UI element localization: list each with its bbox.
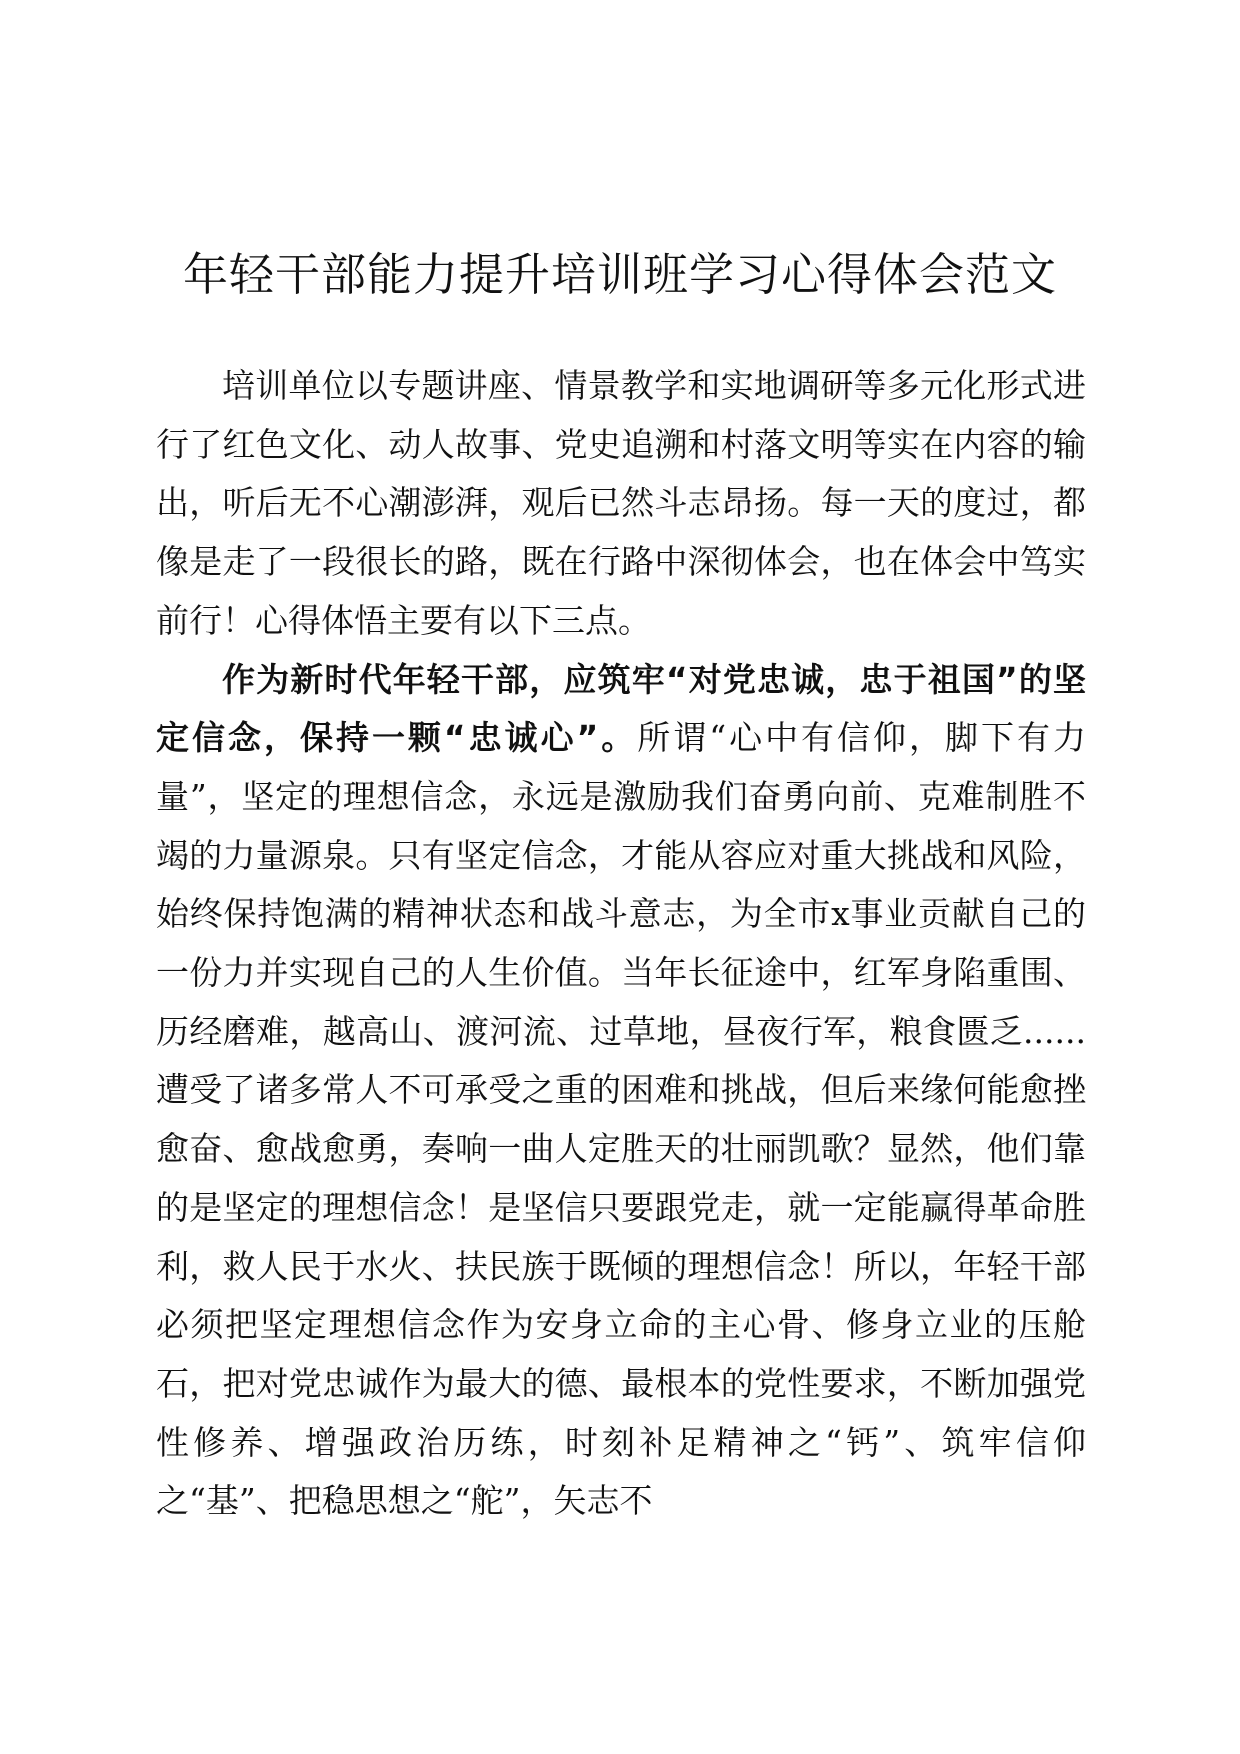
paragraph-loyalty-text: 所谓“心中有信仰，脚下有力量”，坚定的理想信念，永远是激励我们奋勇向前、克难制胜不竭的力量源泉。只有坚定信念，才能从容应对重大挑战和风险，始终保持饱满的精神状态和战斗意志，为全市x事业贡献自己的一份力并实现自己的人生价值。当年长征途中，红军身陷重围、历经磨难，越高山、渡河流、过草地，昼夜行军，粮食匮乏......遭受了诸多常人不可承受之重的困难和挑战，但后来缘何能愈挫愈奋、愈战愈勇，奏响一曲人定胜天的壮丽凯歌？显然，他们靠的是坚定的理想信念！是坚信只要跟党走，就一定能赢得革命胜利，救人民于水火、扶民族于既倾的理想信念！所以，年轻干部必须把坚定理想信念作为安身立命的主心骨、修身立业的压舱石，把对党忠诚作为最大的德、最根本的党性要求，不断加强党性修养、增强政治历练，时刻补足精神之“钙”、筑牢信仰之“基”、把稳思想之“舵”，矢志不 [156,718,1086,1521]
paragraph-loyalty-lead: 作为新时代年轻干部，应筑牢“对党忠诚，忠于祖国”的坚定信念，保持一颗“忠诚心”。 [156,659,1086,758]
document-title: 年轻干部能力提升培训班学习心得体会范文 [182,248,1057,301]
paragraph-intro-text: 培训单位以专题讲座、情景教学和实地调研等多元化形式进行了红色文化、动人故事、党史追溯和村落文明等实在内容的输出，听后无不心潮澎湃，观后已然斗志昂扬。每一天的度过，都像是走了一段很长的路，既在行路中深彻体会，也在体会中笃实前行！心得体悟主要有以下三点。 [156,366,1086,640]
paragraph-loyalty [156,651,1086,1532]
document-body [156,357,1086,1531]
paragraph-intro [156,357,1086,651]
